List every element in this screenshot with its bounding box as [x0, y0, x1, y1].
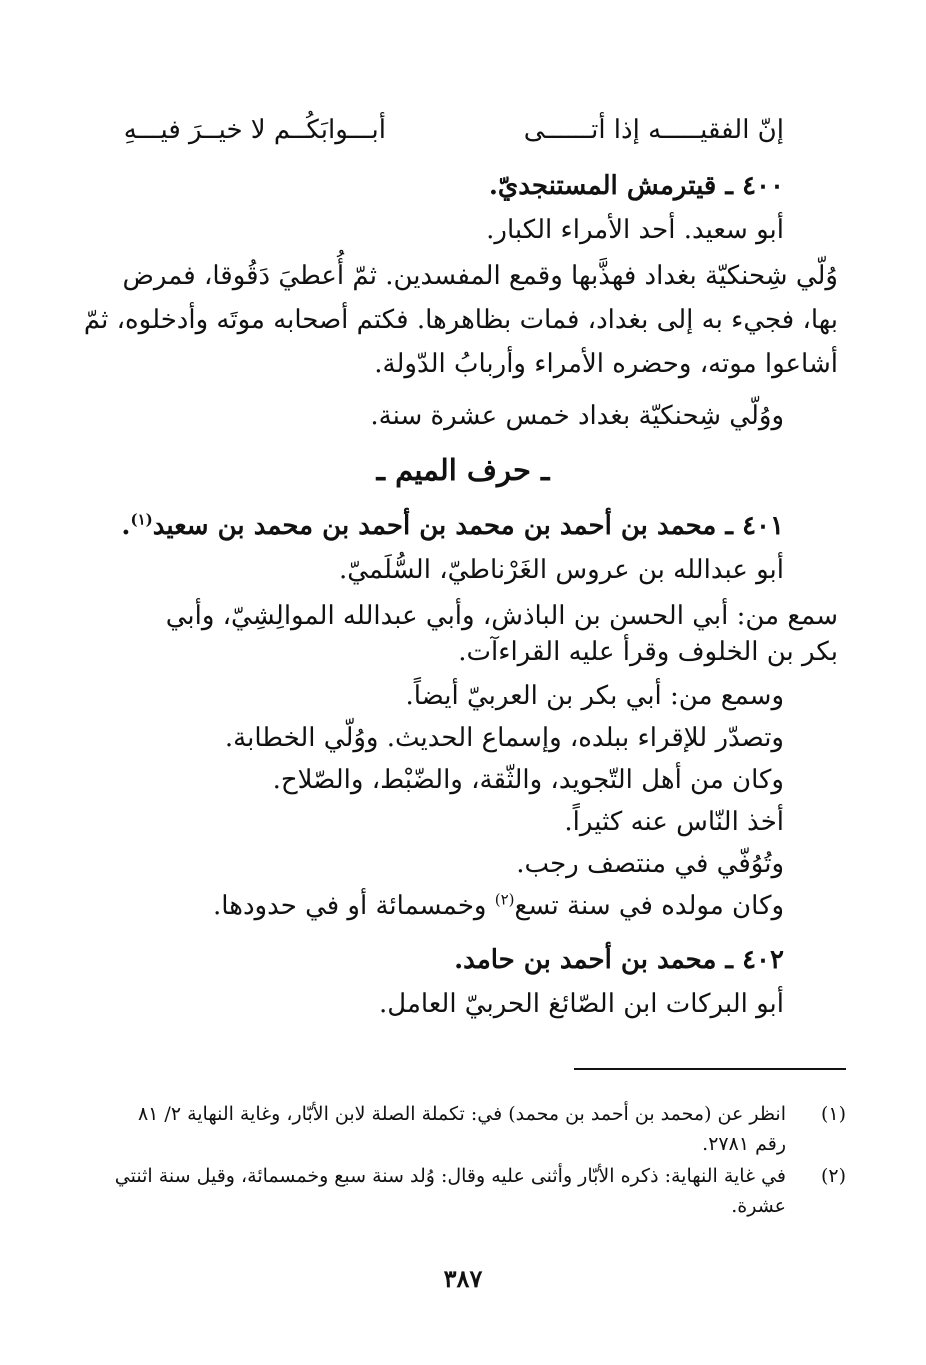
entry-400-line-4: أشاعوا موته، وحضره الأمراء وأربابُ الدّولة.: [374, 349, 838, 379]
entry-401-heading-text: ٤٠١ ـ محمد بن أحمد بن محمد بن أحمد بن محمد بن سعيد: [152, 511, 784, 541]
footnote-1-line-2: رقم ٢٧٨١.: [702, 1133, 786, 1155]
entry-401-line-7: أخذ النّاس عنه كثيراً.: [564, 807, 784, 837]
footnote-ref-2: (٢): [494, 890, 515, 909]
page-number: ٣٨٧: [443, 1264, 483, 1293]
entry-402-heading: ٤٠٢ ـ محمد بن أحمد بن حامد.: [454, 945, 784, 975]
section-title: ـ حرف الميم ـ: [376, 453, 550, 487]
footnote-ref-1: (١): [130, 510, 153, 529]
verse-second-hemistich: أبـــوابَكُــم لا خيــرَ فيـــهِ: [123, 115, 386, 145]
entry-401-line-4: وسمع من: أبي بكر بن العربيّ أيضاً.: [405, 681, 784, 711]
footnote-2-line-2: عشرة.: [731, 1195, 786, 1217]
entry-401-heading: [121, 508, 784, 544]
entry-400-heading: ٤٠٠ ـ قيترمش المستنجديّ.: [488, 171, 784, 201]
entry-400-line-5: ووُلّي شِحنكيّة بغداد خمس عشرة سنة.: [370, 401, 784, 431]
entry-401-line-9-end: وخمسمائة أو في حدودها.: [213, 891, 487, 921]
entry-401-line-2: سمع من: أبي الحسن بن الباذش، وأبي عبدالله الموالِشِيّ، وأبي: [165, 601, 838, 631]
entry-402-line-1: أبو البركات ابن الصّائغ الحربيّ العامل.: [379, 989, 784, 1019]
verse-first-hemistich: إنّ الفقيـــــه إذا أتــــــى: [523, 115, 784, 145]
entry-401-line-6: وكان من أهل التّجويد، والثّقة، والضّبْط، والصّلاح.: [272, 765, 784, 795]
entry-401-heading-end: .: [121, 511, 131, 541]
footnote-2-number: (٢): [820, 1165, 846, 1187]
entry-401-line-3: بكر بن الخلوف وقرأ عليه القراءآت.: [458, 637, 838, 667]
entry-401-line-5: وتصدّر للإقراء ببلده، وإسماع الحديث. ووُلّي الخطابة.: [224, 723, 784, 753]
entry-400-line-1: أبو سعيد. أحد الأمراء الكبار.: [486, 215, 784, 245]
entry-400-line-2: وُلّي شِحنكيّة بغداد فهذَّبها وقمع المفسدين. ثمّ أُعطيَ دَقُوقا، فمرض: [122, 261, 838, 291]
footnote-separator: [574, 1068, 846, 1070]
entry-401-line-1: أبو عبدالله بن عروس الغَرْناطيّ، السُّلَميّ.: [339, 555, 784, 585]
entry-400-line-3: بها، فجيء به إلى بغداد، فمات بظاهرها. فكتم أصحابه موتَه وأدخلوه، ثمّ: [83, 305, 838, 335]
entry-401-line-8: وتُوُفّي في منتصف رجب.: [516, 849, 784, 879]
footnote-2-line-1: في غاية النهاية: ذكره الأبّار وأثنى عليه وقال: وُلد سنة سبع وخمسمائة، وقيل سنة اثنتي: [114, 1165, 786, 1187]
footnote-1-line-1: انظر عن (محمد بن أحمد بن محمد) في: تكملة الصلة لابن الأبّار، وغاية النهاية ٢/ ٨١: [137, 1103, 786, 1125]
footnote-1-number: (١): [820, 1103, 846, 1125]
entry-401-line-9-start: وكان مولده في سنة تسع: [514, 891, 784, 921]
entry-401-line-9: [213, 888, 784, 924]
